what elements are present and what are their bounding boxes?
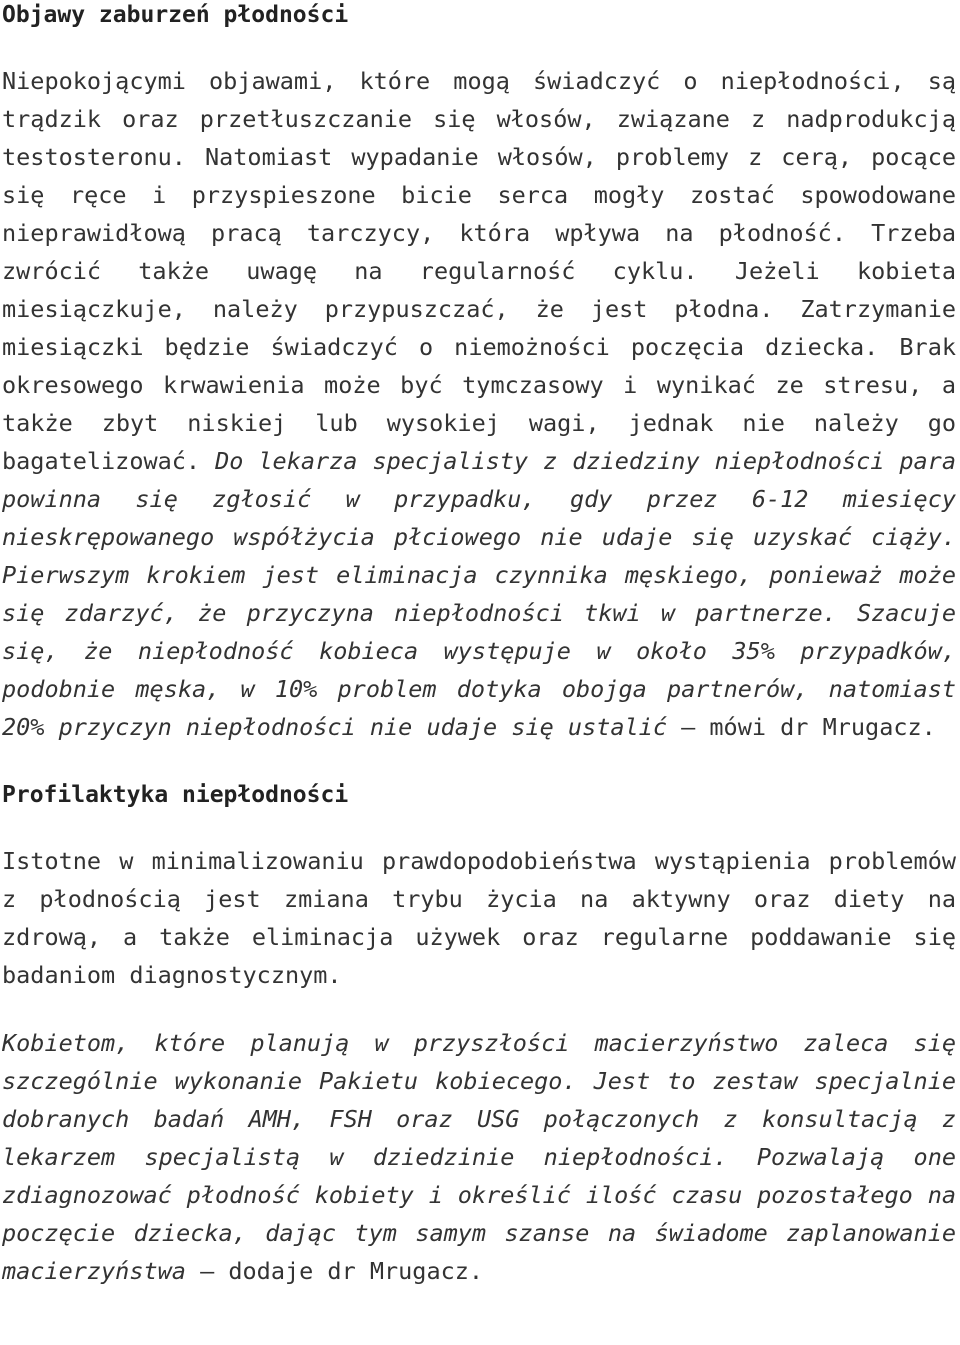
paragraph-objawy-text: Niepokojącymi objawami, które mogą świadczyć o niepłodności, są trądzik oraz przetłuszczanie się włosów, związane z nadprodukcją testosteronu. Natomiast wypadanie włosów, problemy z cerą, pocące się ręce i przyspieszone bicie serca mogły zostać spowodowane nieprawidłową pracą tarczycy, która wpływa na płodność. Trzeba zwrócić także uwagę na regularność cyklu. Jeżeli kobieta miesiączkuje, należy przypuszczać, że jest płodna. Zatrzymanie miesiączki będzie świadczyć o niemożności poczęcia dziecka. Brak okresowego krwawienia może być tymczasowy i wynikać ze stresu, a także zbyt niskiej lub wysokiej wagi, jednak nie należy go bagatelizować. [2, 67, 956, 475]
section-heading-profilaktyka: Profilaktyka niepłodności [2, 782, 349, 808]
paragraph-objawy [2, 62, 956, 746]
paragraph-objawy-attribution: – mówi dr Mrugacz. [666, 713, 936, 741]
paragraph-objawy-quote: Do lekarza specjalisty z dziedziny niepłodności para powinna się zgłosić w przypadku, gdy przez 6-12 miesięcy nieskrępowanego współżycia płciowego nie udaje się uzyskać ciąży. Pierwszym krokiem jest eliminacja czynnika męskiego, ponieważ może się zdarzyć, że przyczyna niepłodności tkwi w partnerze. Szacuje się, że niepłodność kobieca występuje w około 35% przypadków, podobnie męska, w 10% problem dotyka obojga partnerów, natomiast 20% przyczyn niepłodności nie udaje się ustalić [2, 447, 956, 741]
paragraph-pakiet-quote: Kobietom, które planują w przyszłości macierzyństwo zaleca się szczególnie wykonanie Pakietu kobiecego. Jest to zestaw specjalnie dobranych badań AMH, FSH oraz USG połączonych z konsultacją z lekarzem specjalistą w dziedzinie niepłodności. Pozwalają one zdiagnozować płodność kobiety i określić ilość czasu pozostałego na poczęcie dziecka, dając tym samym szanse na świadome zaplanowanie macierzyństwa [2, 1029, 956, 1285]
paragraph-profilaktyka: Istotne w minimalizowaniu prawdopodobieństwa wystąpienia problemów z płodnością jest zmiana trybu życia na aktywny oraz diety na zdrową, a także eliminacja używek oraz regularne poddawanie się badaniom diagnostycznym. [2, 847, 956, 989]
paragraph-pakiet-attribution: – dodaje dr Mrugacz. [185, 1257, 484, 1285]
paragraph-pakiet-kobiecy [2, 1024, 956, 1290]
section-heading-objawy: Objawy zaburzeń płodności [2, 2, 349, 28]
